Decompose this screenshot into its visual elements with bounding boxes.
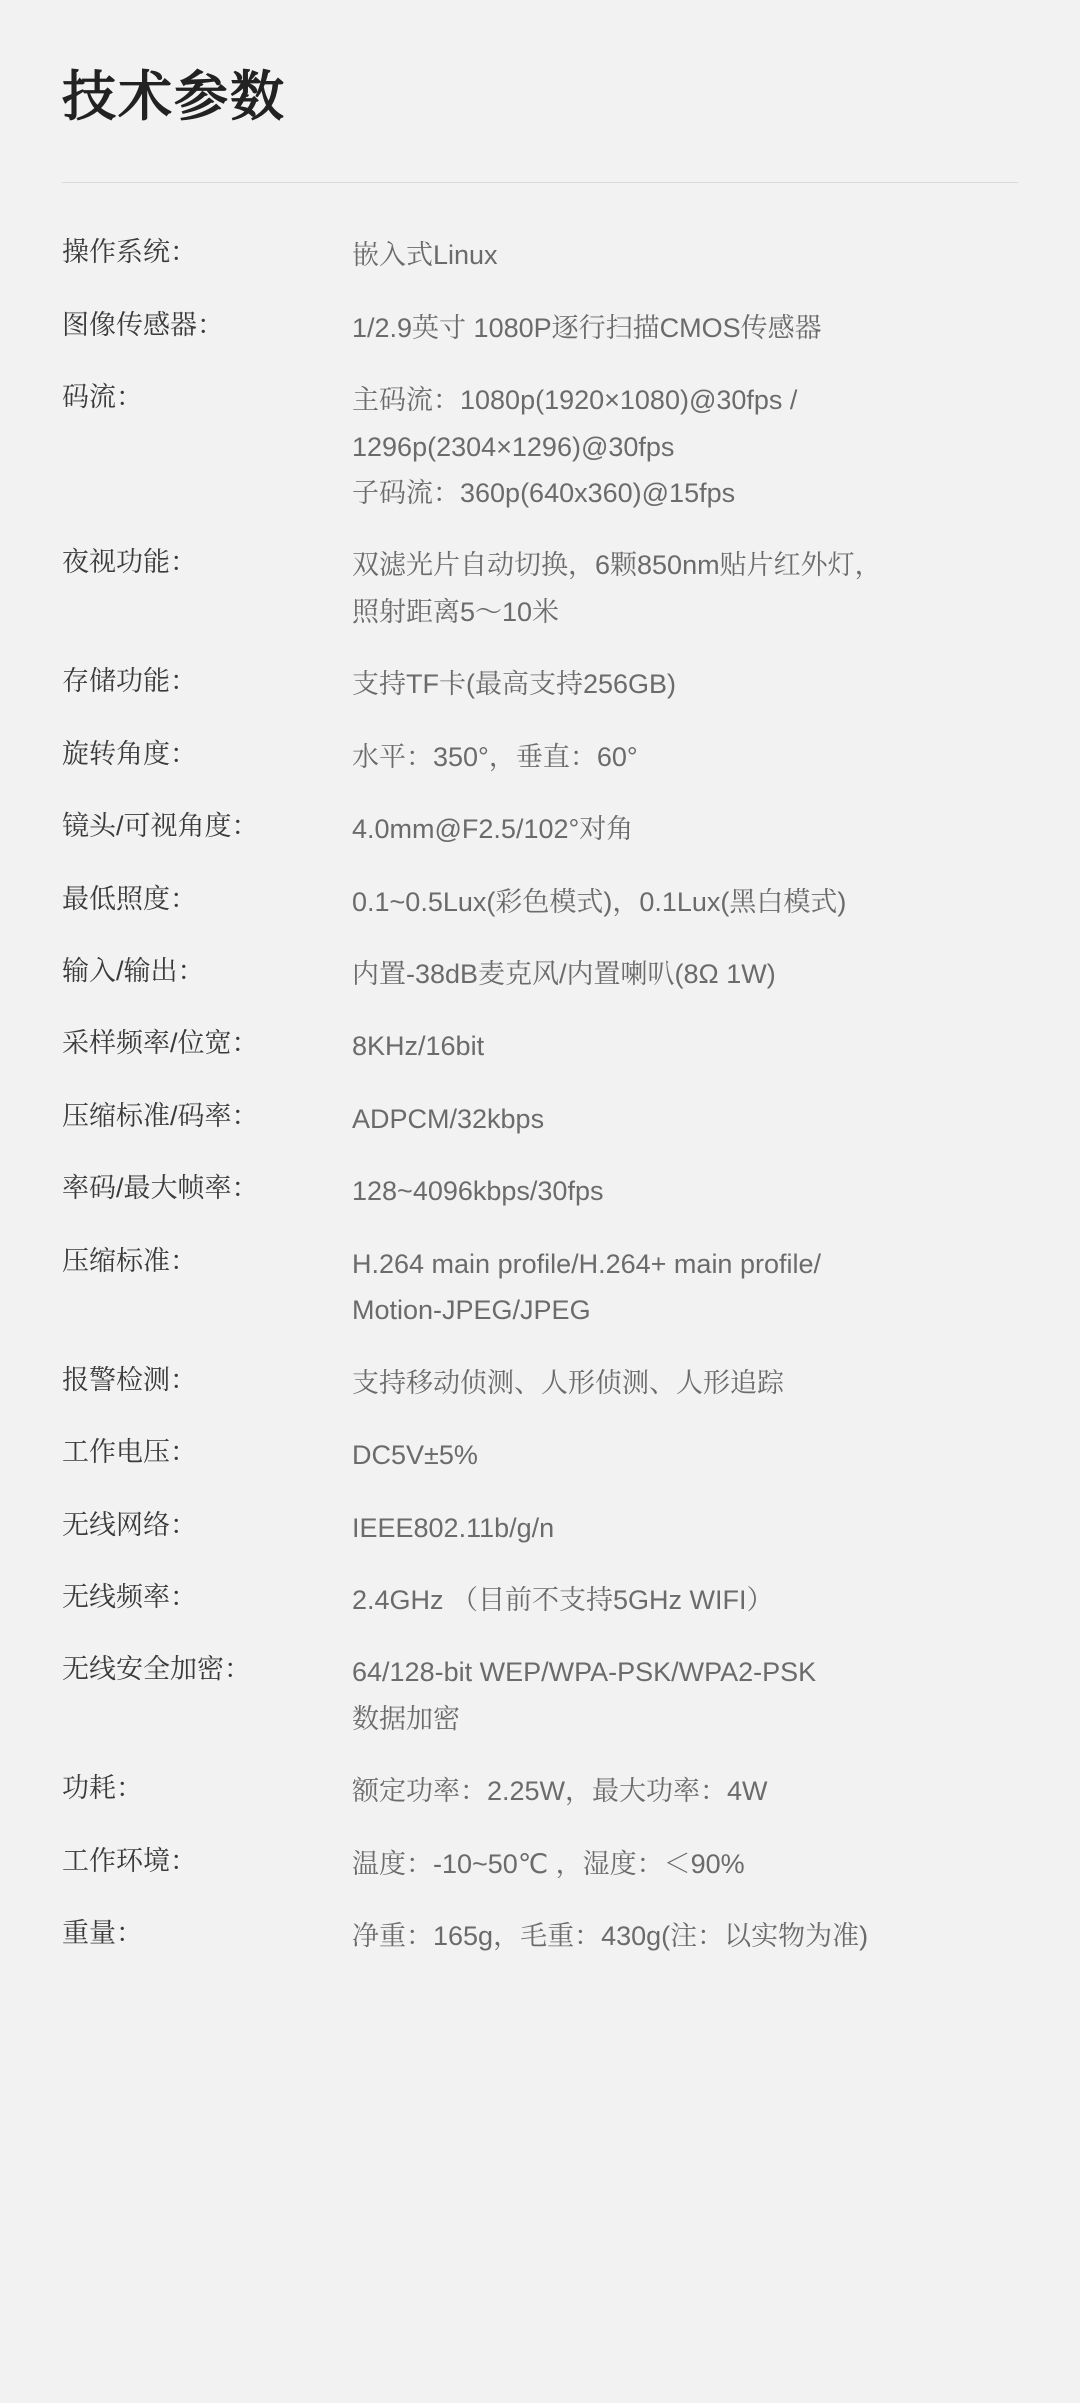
table-row <box>62 1155 1018 1227</box>
spec-value <box>352 1828 1018 1900</box>
table-row <box>62 1010 1018 1082</box>
spec-value <box>352 1155 1018 1227</box>
spec-label: 存储功能： <box>62 666 197 697</box>
spec-label: 无线安全加密： <box>62 1654 251 1685</box>
spec-label: 镜头/可视角度： <box>62 811 259 842</box>
spec-value <box>352 1010 1018 1082</box>
spec-label: 压缩标准/码率： <box>62 1100 259 1131</box>
page-title: 技术参数 <box>62 67 286 127</box>
spec-value <box>352 1419 1018 1491</box>
spec-label: 操作系统： <box>62 237 197 268</box>
spec-value-line: IEEE802.11b/g/n <box>352 1512 555 1543</box>
table-row <box>62 938 1018 1010</box>
spec-label: 最低照度： <box>62 883 197 914</box>
table-row <box>62 292 1018 364</box>
spec-value-line: ADPCM/32kbps <box>352 1103 545 1134</box>
spec-value <box>352 292 1018 364</box>
spec-value-line: 支持移动侦测、人形侦测、人形追踪 <box>352 1367 784 1398</box>
spec-value-line: 8KHz/16bit <box>352 1031 485 1062</box>
spec-value-line: H.264 main profile/H.264+ main profile/ <box>352 1248 821 1279</box>
spec-value-line: 温度：-10~50℃ ，湿度：＜90% <box>352 1848 745 1879</box>
spec-value-line: 水平：350°，垂直：60° <box>352 741 638 772</box>
table-row <box>62 364 1018 529</box>
spec-value-line: 子码流：360p(640x360)@15fps <box>352 477 736 508</box>
spec-label: 压缩标准： <box>62 1245 197 1276</box>
spec-label: 工作电压： <box>62 1437 197 1468</box>
table-row <box>62 1636 1018 1755</box>
spec-value-line: 双滤光片自动切换，6颗850nm贴片红外灯， <box>352 550 882 581</box>
spec-value-line: 4.0mm@F2.5/102°对角 <box>352 814 634 845</box>
spec-label: 码流： <box>62 382 143 413</box>
table-row <box>62 1755 1018 1827</box>
spec-value-line: 照射距离5～10米 <box>352 596 560 627</box>
table-row <box>62 1564 1018 1636</box>
table-row <box>62 1228 1018 1347</box>
spec-value <box>352 1636 1018 1755</box>
spec-label: 无线频率： <box>62 1581 197 1612</box>
table-row <box>62 1083 1018 1155</box>
spec-value-line: 1296p(2304×1296)@30fps <box>352 431 675 462</box>
spec-value <box>352 648 1018 720</box>
spec-value <box>352 866 1018 938</box>
spec-value <box>352 1755 1018 1827</box>
table-row <box>62 1492 1018 1564</box>
spec-value-line: 0.1~0.5Lux(彩色模式)，0.1Lux(黑白模式) <box>352 886 847 917</box>
spec-value <box>352 1564 1018 1636</box>
spec-value-line: 额定功率：2.25W，最大功率：4W <box>352 1776 768 1807</box>
spec-value-line: 数据加密 <box>352 1703 460 1734</box>
table-row <box>62 721 1018 793</box>
spec-value <box>352 529 1018 648</box>
spec-label: 夜视功能： <box>62 547 197 578</box>
spec-value-line: 内置-38dB麦克风/内置喇叭(8Ω 1W) <box>352 959 776 989</box>
spec-value-line: 1/2.9英寸 1080P逐行扫描CMOS传感器 <box>352 312 822 343</box>
spec-value <box>352 1228 1018 1347</box>
spec-value-line: 2.4GHz （目前不支持5GHz WIFI） <box>352 1584 774 1615</box>
spec-value <box>352 1900 1018 1972</box>
spec-value-line: 嵌入式Linux <box>352 240 498 271</box>
spec-table-body <box>62 219 1018 1972</box>
spec-value-line: 主码流：1080p(1920×1080)@30fps / <box>352 385 798 416</box>
spec-value <box>352 938 1018 1010</box>
title-divider <box>62 182 1018 183</box>
spec-label: 重量： <box>62 1918 143 1949</box>
table-row <box>62 793 1018 865</box>
spec-value-line: DC5V±5% <box>352 1440 478 1471</box>
spec-value <box>352 364 1018 529</box>
spec-label: 采样频率/位宽： <box>62 1028 259 1059</box>
table-row <box>62 866 1018 938</box>
spec-label: 无线网络： <box>62 1509 197 1540</box>
spec-value-line: 支持TF卡(最高支持256GB) <box>352 669 677 700</box>
spec-label: 图像传感器： <box>62 309 224 340</box>
table-row <box>62 219 1018 291</box>
table-row <box>62 1828 1018 1900</box>
spec-value <box>352 1347 1018 1419</box>
spec-value-line: 128~4096kbps/30fps <box>352 1176 604 1207</box>
spec-label: 功耗： <box>62 1773 143 1804</box>
spec-value-line: Motion-JPEG/JPEG <box>352 1295 591 1326</box>
spec-value <box>352 1083 1018 1155</box>
table-row <box>62 648 1018 720</box>
spec-label: 旋转角度： <box>62 738 197 769</box>
spec-value <box>352 793 1018 865</box>
spec-label: 率码/最大帧率： <box>62 1173 259 1204</box>
spec-label: 工作环境： <box>62 1845 197 1876</box>
spec-value <box>352 219 1018 291</box>
table-row <box>62 1900 1018 1972</box>
spec-table <box>62 219 1018 1972</box>
spec-label: 输入/输出： <box>62 956 205 986</box>
spec-value <box>352 721 1018 793</box>
table-row <box>62 529 1018 648</box>
table-row <box>62 1419 1018 1491</box>
spec-value-line: 64/128-bit WEP/WPA-PSK/WPA2-PSK <box>352 1657 817 1688</box>
table-row <box>62 1347 1018 1419</box>
spec-value-line: 净重：165g，毛重：430g(注：以实物为准) <box>352 1921 869 1952</box>
spec-value <box>352 1492 1018 1564</box>
spec-label: 报警检测： <box>62 1364 197 1395</box>
